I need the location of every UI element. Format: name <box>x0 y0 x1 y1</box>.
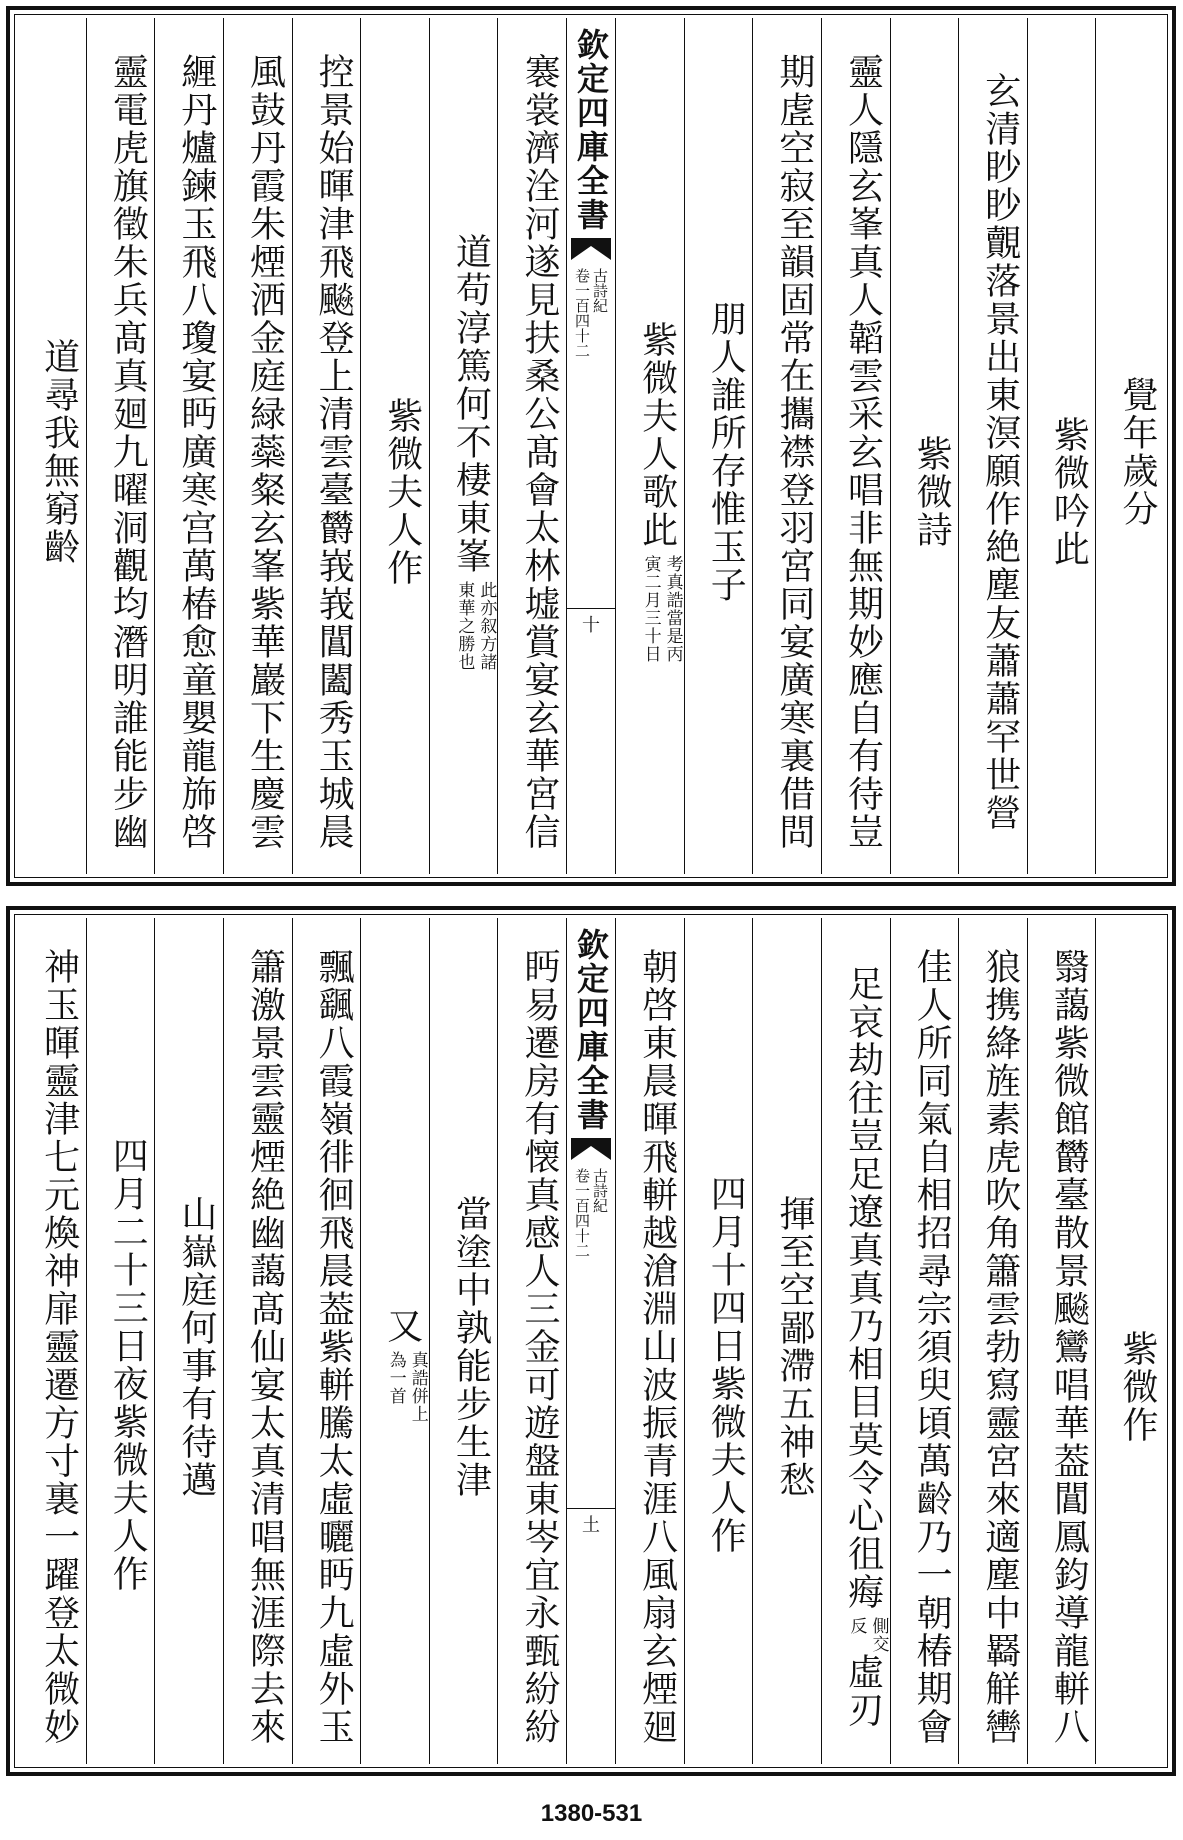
text-column <box>154 18 223 874</box>
interlinear-note <box>822 1617 890 1653</box>
text-column <box>1095 18 1164 874</box>
column-text: 四月二十三日夜紫微夫人作 <box>107 1137 149 1593</box>
text-column <box>752 918 821 1764</box>
text-column <box>292 18 361 874</box>
text-column <box>360 918 429 1764</box>
note-line: 為一首 <box>385 1351 406 1405</box>
column-text: 褰裳濟洤河遂見扶桑公髙會太林墟賞宴玄華宮信 <box>519 53 560 851</box>
text-column <box>223 918 292 1764</box>
center-margin-column <box>566 918 615 1764</box>
text-column <box>1095 918 1164 1764</box>
column-text: 又 <box>381 1307 423 1345</box>
chapter-label <box>573 268 609 358</box>
column-text: 道苟淳篤何不棲東峯 <box>450 233 492 575</box>
column-text: 紫微作 <box>1117 1330 1158 1444</box>
column-text: 風鼓丹霞朱煙洒金庭緑蘂粲玄峯紫華巖下生慶雲 <box>244 53 286 851</box>
interlinear-note <box>430 581 498 671</box>
text-column <box>821 918 890 1764</box>
column-text: 朋人誰所存惟玉子 <box>705 300 747 604</box>
note-line: 東華之勝也 <box>454 581 475 671</box>
column-text: 簫激景雲靈煙絶幽藹髙仙宴太真清唱無涯際去來 <box>244 948 286 1746</box>
text-column <box>429 918 498 1764</box>
column-text: 當塗中孰能步生津 <box>450 1195 492 1499</box>
chapter-label <box>573 1168 609 1258</box>
column-text: 覺年歲分 <box>1117 376 1158 528</box>
column-text: 紫微夫人歌此 <box>636 321 678 549</box>
column-text: 道尋我無窮齡 <box>38 338 80 566</box>
folio-number: 1380-531 <box>540 1800 643 1827</box>
column-text: 狼携絳旌素虎吹角簫雲勃寫靈宮來適塵中羇觧轡 <box>979 948 1021 1746</box>
fish-tail-mark <box>571 238 611 260</box>
center-margin-column <box>566 18 615 874</box>
text-column <box>497 18 566 874</box>
text-column <box>292 918 361 1764</box>
column-text: 四月十四日紫微夫人作 <box>705 1175 747 1555</box>
column-text: 眄易遷房有懐真感人三金可遊盤東岑宜永甄紛紛 <box>519 948 560 1746</box>
column-text: 玄清眇眇覿落景出東溟願作絶塵友蕭蕭罕世營 <box>979 72 1021 832</box>
leaf-number: 十 <box>567 608 615 637</box>
text-column <box>18 918 86 1764</box>
text-column <box>821 18 890 874</box>
column-text: 期虗空寂至韻固常在攜襟登羽宮同宴廣寒裏借問 <box>773 53 815 851</box>
text-column <box>86 18 155 874</box>
text-column <box>429 18 498 874</box>
volume-number: 卷一百四十二 <box>573 1168 591 1258</box>
text-column <box>684 918 753 1764</box>
column-text-tail: 虛刃 <box>842 1653 884 1729</box>
column-text: 緾丹爐鍊玉飛八瓊宴眄廣寒宫萬椿愈童嬰龍斾啓 <box>175 53 217 851</box>
upper-page <box>6 6 1176 886</box>
text-column <box>86 918 155 1764</box>
note-line: 反 <box>846 1617 867 1635</box>
upper-columns <box>18 18 1164 874</box>
column-text: 紫微夫人作 <box>381 397 423 587</box>
text-column <box>752 18 821 874</box>
note-line: 真誥併上 <box>407 1351 428 1423</box>
column-text: 足哀劫往豈足遼真真乃相目莫令心徂痗 <box>842 965 884 1611</box>
column-text: 山嶽庭何事有待邁 <box>175 1195 217 1499</box>
collection-name: 古詩紀 <box>591 1168 609 1213</box>
note-line: 此亦叙方諸 <box>476 581 497 671</box>
collection-name: 古詩紀 <box>591 268 609 313</box>
book-title: 欽定四庫全書 <box>572 28 610 232</box>
column-text: 飄颻八霞嶺徘徊飛晨葢紫軿騰太虛曬眄九虛外玉 <box>313 948 355 1746</box>
text-column <box>18 18 86 874</box>
text-column <box>890 18 959 874</box>
column-text: 靈人隱玄峯真人韜雲采玄唱非無期妙應自有待豈 <box>842 53 884 851</box>
text-column <box>615 18 684 874</box>
column-text: 控景始暉津飛飈登上清雲臺欝峩峩閶闔秀玉城晨 <box>313 53 355 851</box>
column-text: 朝啓東晨暉飛軿越滄淵山波振青涯八風扇玄煙廻 <box>636 948 678 1746</box>
note-line: 寅二月三十日 <box>640 555 661 663</box>
text-column <box>615 918 684 1764</box>
interlinear-note <box>361 1351 429 1423</box>
note-line: 側交 <box>868 1617 889 1653</box>
book-title: 欽定四庫全書 <box>572 928 610 1132</box>
column-text: 佳人所同氣自相招尋宗須臾頃萬齡乃一朝椿期會 <box>911 948 953 1746</box>
fish-tail-mark <box>571 1138 611 1160</box>
text-column <box>154 918 223 1764</box>
column-text: 神玉暉靈津七元煥神扉靈遷方寸裏一躍登太微妙 <box>38 948 80 1746</box>
text-column <box>958 918 1027 1764</box>
text-column <box>223 18 292 874</box>
lower-page <box>6 906 1176 1776</box>
text-column <box>684 18 753 874</box>
column-text: 靈電虎旗徵朱兵髙真廻九曜洞觀均潛明誰能步幽 <box>107 53 149 851</box>
leaf-number: 土 <box>567 1508 615 1537</box>
text-column <box>360 18 429 874</box>
volume-number: 卷一百四十二 <box>573 268 591 358</box>
interlinear-note <box>616 555 684 663</box>
column-text: 翳藹紫微館欝臺散景飈鸞唱華葢閶鳳鈞導龍軿八 <box>1048 948 1090 1746</box>
text-column <box>1027 18 1096 874</box>
column-text: 紫微吟此 <box>1048 416 1090 568</box>
column-text: 紫微詩 <box>911 435 953 549</box>
text-column <box>497 918 566 1764</box>
column-text: 揮至空鄙滯五神愁 <box>773 1195 815 1499</box>
lower-columns <box>18 918 1164 1764</box>
text-column <box>890 918 959 1764</box>
note-line: 考真誥當是丙 <box>662 555 683 663</box>
text-column <box>1027 918 1096 1764</box>
text-column <box>958 18 1027 874</box>
